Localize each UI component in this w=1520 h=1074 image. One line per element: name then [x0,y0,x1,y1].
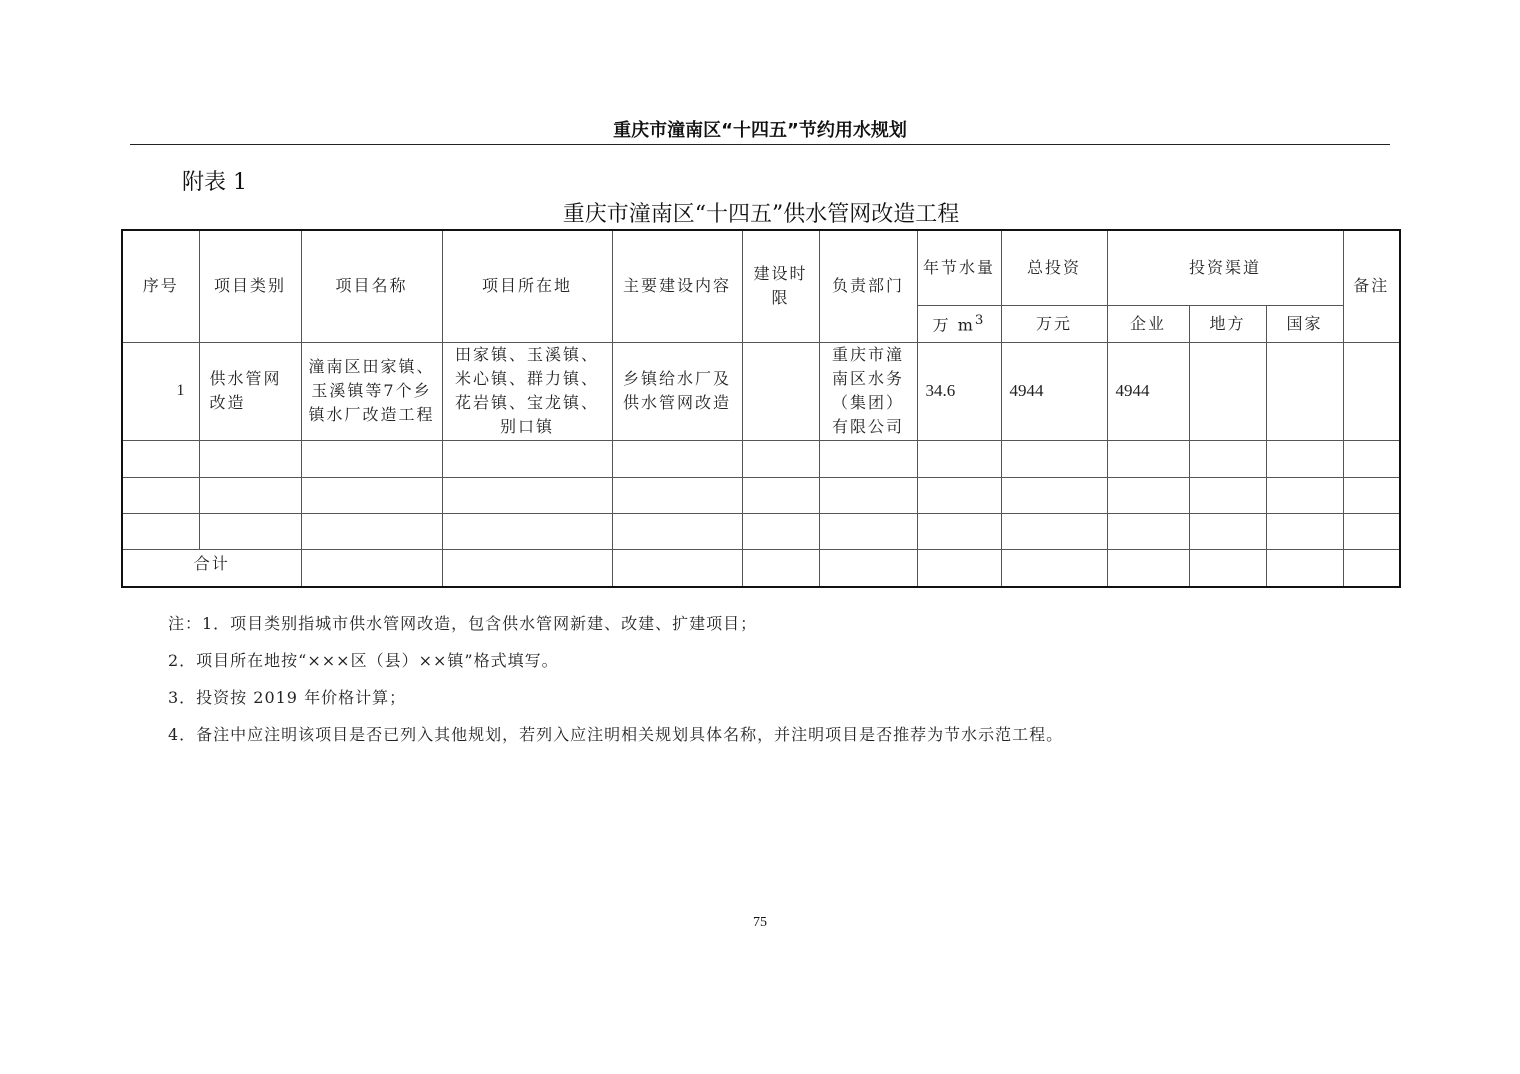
empty-cell [122,477,199,513]
header-investment: 总投资 [1001,230,1107,305]
unit-water-text: 万 m [932,315,975,335]
appendix-label: 附表 1 [182,170,247,195]
empty-cell [1266,477,1343,513]
empty-cell [122,513,199,549]
header-remarks: 备注 [1343,230,1400,342]
empty-cell [301,513,442,549]
empty-row [122,513,1400,549]
table-row [122,342,1400,440]
unit-water-superscript: 3 [974,313,986,329]
header-row-main [122,230,1400,305]
empty-cell [1189,440,1266,477]
header-water-saving: 年节水量 [917,230,1001,305]
project-table-container [121,229,1399,588]
project-table [121,229,1401,588]
empty-cell [1266,440,1343,477]
empty-cell [1266,549,1343,587]
empty-cell [742,549,819,587]
cell-remarks [1343,342,1400,440]
header-content: 主要建设内容 [612,230,742,342]
header-category: 项目类别 [199,230,301,342]
empty-cell [1001,440,1107,477]
empty-cell [917,549,1001,587]
running-header-title: 重庆市潼南区“十四五”节约用水规划 [613,120,907,141]
cell-enterprise: 4944 [1107,342,1189,440]
empty-cell [742,513,819,549]
cell-content: 乡镇给水厂及供水管网改造 [612,342,742,440]
empty-cell [301,477,442,513]
empty-row [122,440,1400,477]
cell-period [742,342,819,440]
cell-dept: 重庆市潼南区水务（集团）有限公司 [819,342,917,440]
empty-cell [301,440,442,477]
header-divider [130,144,1390,145]
empty-cell [1266,513,1343,549]
empty-cell [1001,513,1107,549]
empty-cell [1343,477,1400,513]
cell-national [1266,342,1343,440]
empty-cell [199,477,301,513]
table-notes [168,612,1398,760]
note-item: 3．投资按 2019 年价格计算； [168,688,407,707]
empty-cell [442,513,612,549]
cell-seq: 1 [122,342,199,440]
empty-cell [442,477,612,513]
empty-cell [301,549,442,587]
note-item: 2．项目所在地按“×××区（县）××镇”格式填写。 [168,651,559,670]
empty-cell [199,440,301,477]
header-local: 地方 [1189,305,1266,342]
cell-location: 田家镇、玉溪镇、米心镇、群力镇、花岩镇、宝龙镇、别口镇 [442,342,612,440]
empty-cell [1107,477,1189,513]
cell-water-saving: 34.6 [917,342,1001,440]
empty-cell [1189,513,1266,549]
header-seq: 序号 [122,230,199,342]
table-title: 重庆市潼南区“十四五”供水管网改造工程 [562,202,960,227]
empty-cell [1001,549,1107,587]
empty-cell [612,477,742,513]
page-number: 75 [753,915,767,930]
empty-cell [819,549,917,587]
empty-cell [1107,549,1189,587]
unit-water-saving [917,305,1001,342]
empty-cell [819,440,917,477]
cell-investment: 4944 [1001,342,1107,440]
empty-cell [442,440,612,477]
empty-cell [917,440,1001,477]
empty-cell [1001,477,1107,513]
header-national: 国家 [1266,305,1343,342]
empty-cell [122,440,199,477]
empty-cell [917,513,1001,549]
header-dept: 负责部门 [819,230,917,342]
empty-cell [442,549,612,587]
header-period: 建设时限 [742,230,819,342]
empty-cell [819,513,917,549]
cell-name: 潼南区田家镇、玉溪镇等7个乡镇水厂改造工程 [301,342,442,440]
header-name: 项目名称 [301,230,442,342]
unit-investment: 万元 [1001,305,1107,342]
empty-cell [1189,549,1266,587]
empty-cell [199,513,301,549]
empty-cell [1189,477,1266,513]
empty-cell [1107,513,1189,549]
empty-row [122,477,1400,513]
empty-cell [1107,440,1189,477]
empty-cell [1343,513,1400,549]
empty-cell [1343,549,1400,587]
empty-cell [612,549,742,587]
total-label: 合计 [122,549,301,587]
note-item: 4．备注中应注明该项目是否已列入其他规划，若列入应注明相关规划具体名称，并注明项目是否推荐为节水示范工程。 [168,725,1064,744]
empty-cell [1343,440,1400,477]
empty-cell [742,477,819,513]
empty-cell [917,477,1001,513]
cell-local [1189,342,1266,440]
header-channels: 投资渠道 [1107,230,1343,305]
empty-cell [819,477,917,513]
header-enterprise: 企业 [1107,305,1189,342]
empty-cell [612,440,742,477]
header-location: 项目所在地 [442,230,612,342]
empty-cell [612,513,742,549]
cell-category: 供水管网改造 [199,342,301,440]
total-row [122,549,1400,587]
note-item: 注：1．项目类别指城市供水管网改造，包含供水管网新建、改建、扩建项目； [168,614,758,633]
empty-cell [742,440,819,477]
